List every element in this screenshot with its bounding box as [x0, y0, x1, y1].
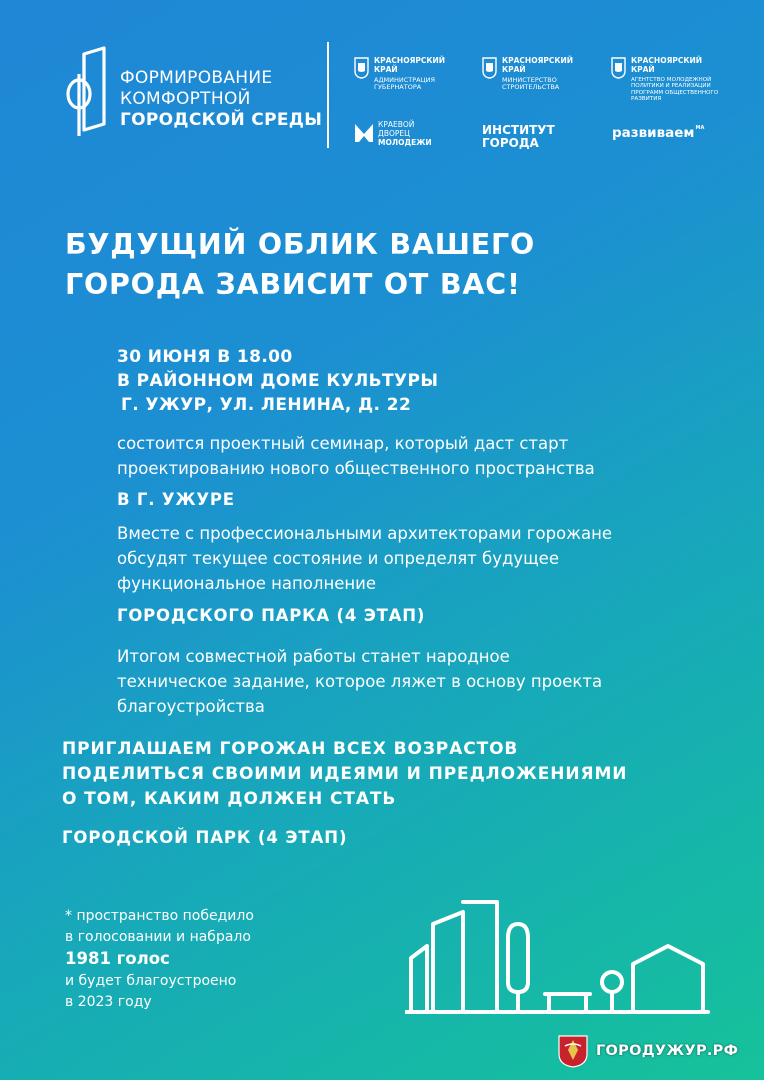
partner-administration-subtitle: АДМИНИСТРАЦИЯ ГУБЕРНАТОРА	[374, 76, 436, 92]
youth-palace-logo-icon	[354, 120, 374, 144]
youth-palace-line-1: КРАЕВОЙ	[378, 120, 415, 129]
result-text	[117, 644, 602, 719]
youth-palace-title	[378, 120, 448, 147]
footnote-line-2: в голосовании и набрало	[65, 928, 251, 945]
footnote-line-1: * пространство победило	[65, 908, 254, 924]
city-skyline-illustration	[405, 898, 710, 1018]
razvivaem-name: развиваем	[612, 125, 695, 141]
seminar-line-1: состоится проектный семинар, который даст старт	[117, 434, 569, 453]
partner-razvivaem	[612, 125, 704, 141]
header-divider	[327, 42, 329, 148]
architects-object: ГОРОДСКОГО ПАРКА (4 ЭТАП)	[117, 606, 426, 625]
event-details	[117, 345, 438, 417]
site-watermark	[556, 1034, 738, 1068]
partner-administration	[354, 57, 479, 97]
architects-line-3: функциональное наполнение	[117, 574, 377, 593]
event-venue: В РАЙОННОМ ДОМЕ КУЛЬТУРЫ	[117, 371, 439, 391]
invitation-line-1: ПРИГЛАШАЕМ ГОРОЖАН ВСЕХ ВОЗРАСТОВ	[62, 739, 519, 759]
brand-line-2: КОМФОРТНОЙ	[120, 89, 251, 109]
footnote-votes: 1981 голос	[65, 949, 170, 968]
partner-agency-subtitle: АГЕНТСТВО МОЛОДЕЖНОЙ ПОЛИТИКИ И РЕАЛИЗАЦИИ ПРОГРАММ ОБЩЕСТВЕННОГО РАЗВИТИЯ	[631, 77, 719, 103]
krasnoyarsk-emblem-icon	[611, 57, 626, 79]
partner-youth-palace	[354, 120, 464, 150]
headline-line-1: БУДУЩИЙ ОБЛИК ВАШЕГО	[65, 228, 535, 261]
partner-institute	[482, 124, 582, 150]
partner-ministry-title: КРАСНОЯРСКИЙ КРАЙ	[502, 56, 574, 74]
architects-line-2: обсудят текущее состояние и определят будущее	[117, 549, 559, 568]
footnote	[65, 906, 254, 1012]
architects-line-1: Вместе с профессиональными архитекторами горожане	[117, 524, 613, 543]
seminar-line-2: проектированию нового общественного пространства	[117, 459, 595, 478]
institute-line-1: ИНСТИТУТ	[482, 123, 555, 137]
headline	[65, 225, 535, 305]
invitation	[62, 737, 627, 812]
partner-ministry	[482, 57, 607, 97]
result-line-1: Итогом совместной работы станет народное	[117, 647, 510, 666]
architects-text	[117, 521, 612, 628]
footnote-line-3: и будет благоустроено	[65, 973, 237, 989]
event-date: 30 ИЮНЯ В 18.00	[117, 347, 293, 367]
partner-agency	[611, 57, 741, 105]
razvivaem-mark: МА	[695, 125, 705, 131]
headline-line-2: ГОРОДА ЗАВИСИТ ОТ ВАС!	[65, 268, 521, 301]
seminar-place: В Г. УЖУРЕ	[117, 490, 235, 509]
partner-administration-title: КРАСНОЯРСКИЙ КРАЙ	[374, 56, 446, 74]
invitation-line-3: О ТОМ, КАКИМ ДОЛЖЕН СТАТЬ	[62, 789, 397, 809]
watermark-text: ГОРОДУЖУР.РФ	[596, 1043, 739, 1059]
footnote-line-4: в 2023 году	[65, 993, 152, 1010]
result-line-3: благоустройства	[117, 697, 265, 716]
youth-palace-line-3: МОЛОДЕЖИ	[378, 138, 432, 147]
ffks-logo-icon	[62, 46, 114, 138]
partner-ministry-subtitle: МИНИСТЕРСТВО СТРОИТЕЛЬСТВА	[502, 76, 560, 92]
youth-palace-line-2: ДВОРЕЦ	[378, 129, 410, 138]
krasnoyarsk-emblem-icon	[354, 57, 369, 79]
result-line-2: техническое задание, которое ляжет в основу проекта	[117, 672, 603, 691]
event-address: Г. УЖУР, УЛ. ЛЕНИНА, Д. 22	[121, 395, 412, 415]
brand-line-1: ФОРМИРОВАНИЕ	[120, 68, 273, 88]
brand-block	[62, 46, 323, 146]
institute-line-2: ГОРОДА	[482, 136, 539, 150]
invitation-object: ГОРОДСКОЙ ПАРК (4 ЭТАП)	[62, 828, 348, 847]
invitation-line-2: ПОДЕЛИТЬСЯ СВОИМИ ИДЕЯМИ И ПРЕДЛОЖЕНИЯМИ	[62, 764, 628, 784]
seminar-text	[117, 431, 595, 512]
krasnoyarsk-emblem-icon	[482, 57, 497, 79]
city-seal-icon	[556, 1034, 590, 1068]
brand-title	[120, 68, 322, 131]
brand-line-3: ГОРОДСКОЙ СРЕДЫ	[120, 110, 323, 130]
partner-agency-title: КРАСНОЯРСКИЙ КРАЙ	[631, 56, 703, 74]
